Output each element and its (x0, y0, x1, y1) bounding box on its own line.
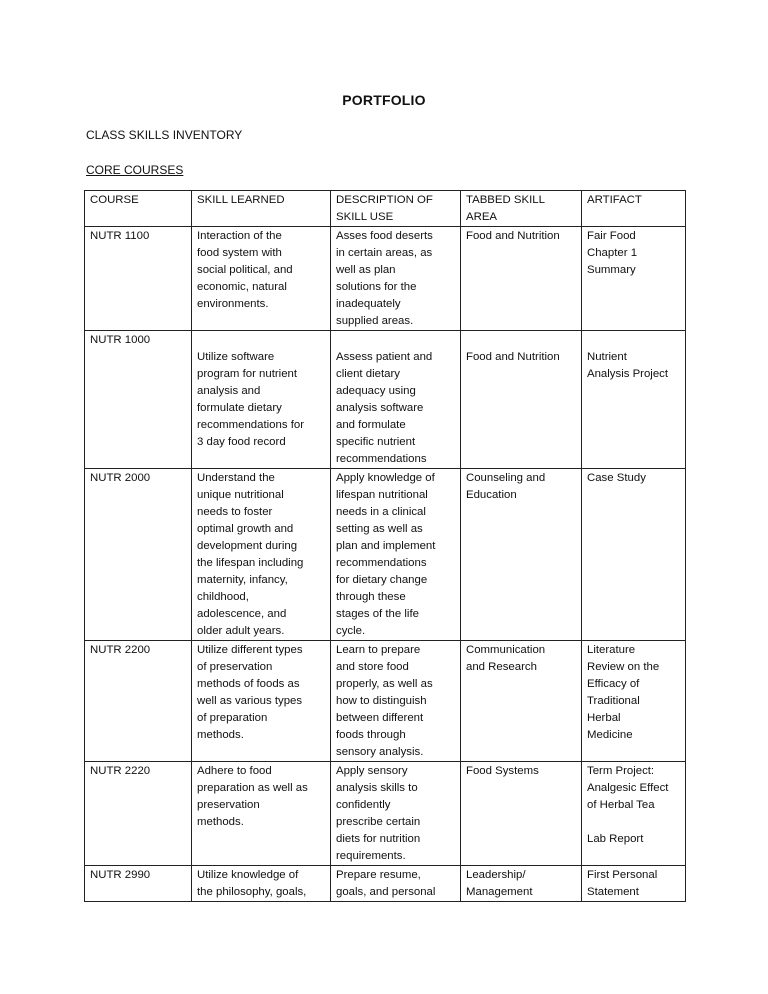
table-header-row (85, 191, 686, 227)
description-cell: Prepare resume, goals, and personal (331, 866, 461, 902)
course-cell: NUTR 1100 (85, 227, 192, 331)
area-cell: Communication and Research (461, 641, 582, 762)
description-cell: Asses food deserts in certain areas, as well as plan solutions for the inadequately supplied areas. (331, 227, 461, 331)
skills-inventory-table (84, 190, 686, 902)
course-cell: NUTR 2990 (85, 866, 192, 902)
table-row (85, 866, 686, 902)
table-row (85, 762, 686, 866)
artifact-cell: Nutrient Analysis Project (582, 331, 686, 469)
skill-cell: Understand the unique nutritional needs to foster optimal growth and development during the lifespan including maternity, infancy, childhood, adolescence, and older adult years. (192, 469, 331, 641)
skill-cell: Utilize software program for nutrient analysis and formulate dietary recommendations for 3 day food record (192, 331, 331, 469)
area-cell: Food Systems (461, 762, 582, 866)
table-row (85, 227, 686, 331)
header-tabbed-skill-area: TABBED SKILL AREA (461, 191, 582, 227)
skill-cell: Utilize different types of preservation methods of foods as well as various types of preparation methods. (192, 641, 331, 762)
header-skill-learned: SKILL LEARNED (192, 191, 331, 227)
area-cell: Food and Nutrition (461, 227, 582, 331)
course-cell: NUTR 1000 (85, 331, 192, 469)
course-cell: NUTR 2000 (85, 469, 192, 641)
artifact-cell: Literature Review on the Efficacy of Traditional Herbal Medicine (582, 641, 686, 762)
skill-cell: Adhere to food preparation as well as preservation methods. (192, 762, 331, 866)
description-cell: Apply knowledge of lifespan nutritional needs in a clinical setting as well as plan and implement recommendations for dietary change through these stages of the life cycle. (331, 469, 461, 641)
section-heading: CORE COURSES (86, 163, 184, 177)
table-row (85, 331, 686, 469)
page-title: PORTFOLIO (342, 92, 426, 108)
header-artifact: ARTIFACT (582, 191, 686, 227)
area-cell: Food and Nutrition (461, 331, 582, 469)
table-row (85, 641, 686, 762)
artifact-cell: Case Study (582, 469, 686, 641)
description-cell: Assess patient and client dietary adequacy using analysis software and formulate specific nutrient recommendations (331, 331, 461, 469)
header-course: COURSE (85, 191, 192, 227)
course-cell: NUTR 2200 (85, 641, 192, 762)
skill-cell: Utilize knowledge of the philosophy, goals, (192, 866, 331, 902)
header-description: DESCRIPTION OF SKILL USE (331, 191, 461, 227)
area-cell: Leadership/ Management (461, 866, 582, 902)
page-subtitle: CLASS SKILLS INVENTORY (86, 128, 243, 142)
skill-cell: Interaction of the food system with social political, and economic, natural environments. (192, 227, 331, 331)
artifact-cell: Fair Food Chapter 1 Summary (582, 227, 686, 331)
area-cell: Counseling and Education (461, 469, 582, 641)
table-row (85, 469, 686, 641)
course-cell: NUTR 2220 (85, 762, 192, 866)
artifact-cell: Term Project: Analgesic Effect of Herbal Tea Lab Report (582, 762, 686, 866)
description-cell: Learn to prepare and store food properly, as well as how to distinguish between different foods through sensory analysis. (331, 641, 461, 762)
artifact-cell: First Personal Statement (582, 866, 686, 902)
description-cell: Apply sensory analysis skills to confidently prescribe certain diets for nutrition requirements. (331, 762, 461, 866)
